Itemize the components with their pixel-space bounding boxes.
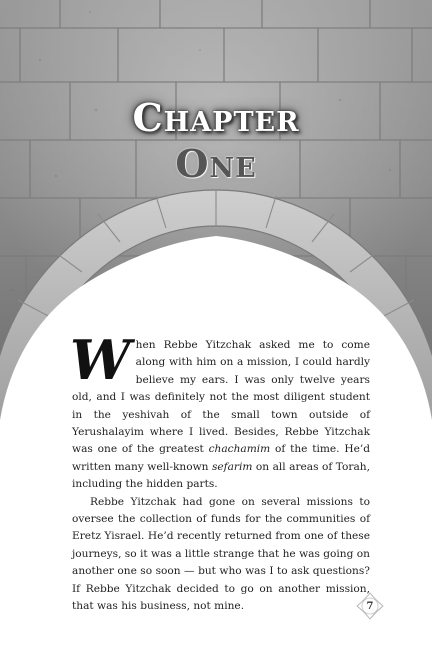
paragraph-2: Rebbe Yitzchak had gone on several missions to oversee the collection of funds for the communities of Eretz Yisrael. He’d recently returned from one of these journeys, so it was a little strange that he was going on another one so soon — but who was I to ask questions? If Rebbe Yitzchak decided to go on another mission, that was his business, not mine. (72, 495, 370, 613)
chapter-heading-line1: Chapter (132, 95, 300, 140)
drop-cap: W (70, 328, 131, 392)
chapter-heading-line2: One (175, 141, 257, 186)
emphasis-sefarim: sefarim (211, 460, 253, 473)
paragraph-1-end: on all areas of Torah, including the hidden parts. (72, 460, 370, 491)
page-number: 7 (366, 600, 374, 612)
paragraph-1-mid: of the time. He’d written many well-known (72, 443, 370, 473)
chapter-body (70, 328, 370, 616)
chapter-heading (0, 96, 432, 184)
page-number-folio (356, 592, 384, 620)
emphasis-chachamim: chachamim (208, 443, 271, 456)
paragraph-1-text: hen Rebbe Yitzchak asked me to come along with him on a mission, I could hardly believe my ears. I was only twelve years old, and I was definitely not the most diligent student in the yeshivah of the small town outside of Yerushalayim where I lived. Besides, Rebbe Yitzchak was one of the greatest (72, 339, 370, 456)
paragraph-1 (70, 328, 370, 494)
